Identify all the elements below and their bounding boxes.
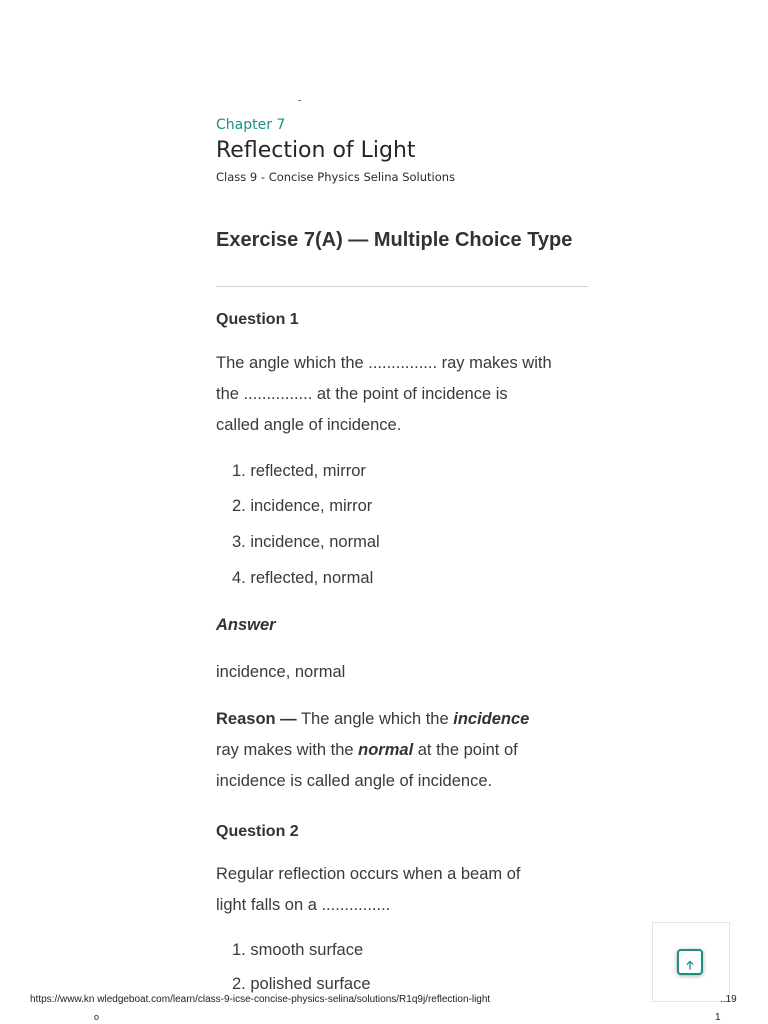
- question-1-text-line-3: called angle of incidence.: [216, 416, 402, 434]
- question-1-option-2: 2. incidence, mirror: [232, 497, 373, 515]
- exercise-title: Exercise 7(A) — Multiple Choice Type: [216, 229, 573, 251]
- reason-line-2-text-c: at the point of: [413, 741, 518, 759]
- question-1-option-4: 4. reflected, normal: [232, 569, 374, 587]
- arrow-up-icon: [685, 957, 695, 967]
- footer-page-number: 1: [715, 1012, 721, 1023]
- section-divider: [216, 286, 588, 287]
- answer-text: incidence, normal: [216, 663, 346, 681]
- footer-url: https://www.kn wledgeboat.com/learn/class-9-icse-concise-physics-selina/solutions/R1q9j/reflection-light: [30, 994, 491, 1005]
- question-2-text-line-2: light falls on a ...............: [216, 896, 391, 914]
- chapter-label: Chapter 7: [216, 117, 286, 133]
- chapter-title: Reflection of Light: [216, 138, 416, 163]
- scroll-to-top-button[interactable]: [677, 949, 703, 975]
- reason-line-3: incidence is called angle of incidence.: [216, 772, 493, 790]
- chapter-subtitle: Class 9 - Concise Physics Selina Solutions: [216, 170, 456, 184]
- question-2-option-2: 2. polished surface: [232, 975, 371, 993]
- question-1-heading: Question 1: [216, 311, 299, 328]
- footer-mark: o: [94, 1012, 100, 1022]
- question-1-option-3: 3. incidence, normal: [232, 533, 380, 551]
- question-2-text-line-1: Regular reflection occurs when a beam of: [216, 865, 521, 883]
- reason-line-1: [216, 704, 596, 735]
- reason-line-1-text: The angle which the: [296, 710, 454, 728]
- reason-emphasis-normal: normal: [358, 741, 414, 759]
- scan-mark: [298, 100, 301, 101]
- reason-emphasis-incidence: incidence: [453, 710, 530, 728]
- reason-line-2: [216, 735, 596, 766]
- reason-label: Reason —: [216, 710, 297, 728]
- question-1-option-1: 1. reflected, mirror: [232, 462, 366, 480]
- question-1-text-line-1: The angle which the ............... ray makes with: [216, 354, 552, 372]
- question-2-heading: Question 2: [216, 823, 299, 840]
- question-1-text-line-2: the ............... at the point of incidence is: [216, 385, 508, 403]
- question-2-option-1: 1. smooth surface: [232, 941, 364, 959]
- reason-line-2-text-a: ray makes with the: [216, 741, 359, 759]
- footer-page-fragment: ..19: [720, 994, 737, 1005]
- answer-label: Answer: [216, 616, 276, 634]
